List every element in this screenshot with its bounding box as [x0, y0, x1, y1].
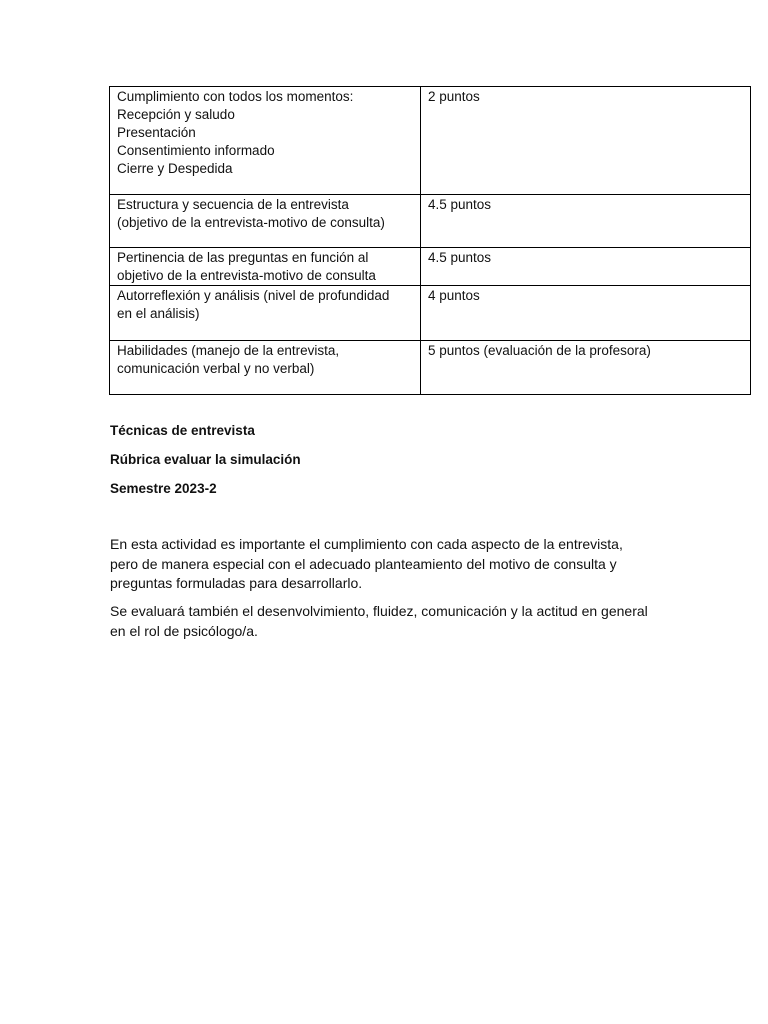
points-cell [421, 248, 751, 286]
rubric-title-heading: Rúbrica evaluar la simulación [110, 452, 301, 467]
criterion-text: Cumplimiento con todos los momentos: [117, 89, 354, 104]
intro-paragraph [110, 535, 730, 594]
semester-heading: Semestre 2023-2 [110, 481, 217, 496]
criterion-text: Recepción y saludo [117, 107, 235, 122]
course-heading: Técnicas de entrevista [110, 423, 255, 438]
paragraph-line: preguntas formuladas para desarrollarlo. [110, 575, 363, 591]
criterion-text: Autorreflexión y análisis (nivel de profundidad [117, 288, 390, 303]
points-cell [421, 87, 751, 195]
criterion-text: Presentación [117, 125, 196, 140]
criterion-cell [110, 248, 421, 286]
criterion-cell [110, 341, 421, 395]
points-text: 4.5 puntos [428, 250, 492, 265]
rubric-row [110, 195, 751, 248]
points-cell [421, 195, 751, 248]
points-text: 4 puntos [428, 288, 480, 303]
criterion-cell [110, 195, 421, 248]
rubric-table [109, 86, 751, 395]
evaluation-paragraph [110, 602, 730, 641]
criterion-text: Estructura y secuencia de la entrevista [117, 197, 349, 212]
paragraph-line: En esta actividad es importante el cumplimiento con cada aspecto de la entrevista, [110, 536, 623, 552]
criterion-text: Habilidades (manejo de la entrevista, [117, 343, 340, 358]
paragraph-line: Se evaluará también el desenvolvimiento, fluidez, comunicación y la actitud en general [110, 603, 648, 619]
paragraph-line: pero de manera especial con el adecuado planteamiento del motivo de consulta y [110, 555, 617, 572]
rubric-row [110, 341, 751, 395]
criterion-text: en el análisis) [117, 306, 200, 321]
rubric-row [110, 248, 751, 286]
criterion-cell [110, 87, 421, 195]
criterion-cell [110, 286, 421, 341]
criterion-text: (objetivo de la entrevista-motivo de consulta) [117, 215, 385, 230]
points-cell [421, 286, 751, 341]
points-text: 4.5 puntos [428, 197, 492, 212]
rubric-row [110, 87, 751, 195]
criterion-text: Pertinencia de las preguntas en función al [117, 250, 369, 265]
criterion-text: Consentimiento informado [117, 143, 275, 158]
rubric-row [110, 286, 751, 341]
points-cell [421, 341, 751, 395]
criterion-text: comunicación verbal y no verbal) [117, 361, 315, 376]
criterion-text: Cierre y Despedida [117, 161, 233, 176]
criterion-text: objetivo de la entrevista-motivo de consulta [117, 268, 376, 283]
points-text: 2 puntos [428, 89, 480, 104]
paragraph-line: en el rol de psicólogo/a. [110, 622, 258, 639]
points-text: 5 puntos (evaluación de la profesora) [428, 343, 651, 358]
